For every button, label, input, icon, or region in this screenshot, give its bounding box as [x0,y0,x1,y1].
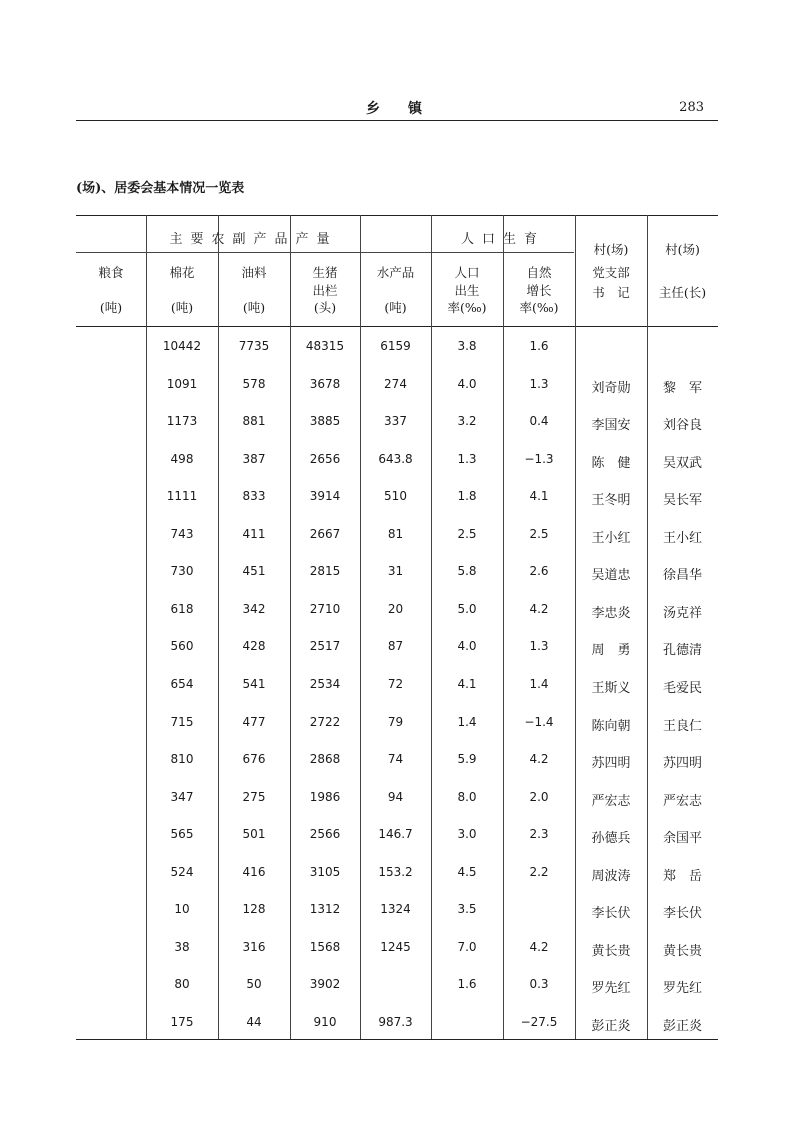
oil-cell: 128 [242,902,266,916]
hogs-cell: 2517 [309,639,341,653]
secretary-cell: 彭正炎 [591,1019,631,1034]
aquatic-cell: 72 [387,677,404,691]
oil-cell: 316 [242,940,266,954]
header-bottom-rule [76,326,718,327]
birth-rate-cell: 3.5 [457,902,477,916]
oil-cell: 477 [242,715,266,729]
secretary-cell: 黄长贵 [591,944,631,959]
growth-rate-cell: 2.6 [529,564,549,578]
oil-cell: 541 [242,677,266,691]
growth-rate-header-line1: 自然 [526,265,552,280]
birth-rate-cell: 1.8 [457,489,477,503]
director-cell: 吴长军 [662,493,702,508]
growth-rate-cell: 1.6 [529,339,549,353]
birth-rate-cell: 5.8 [457,564,477,578]
director-header-line1: 村(场) [665,242,700,257]
secretary-cell: 王冬明 [591,493,631,508]
oil-cell: 451 [242,564,266,578]
growth-rate-cell: 4.2 [529,602,549,616]
secretary-cell: 陈向朝 [591,719,631,734]
hogs-cell: 2710 [309,602,341,616]
header-rule [76,120,718,121]
secretary-cell: 王斯义 [591,681,631,696]
aquatic-cell: 337 [384,414,407,428]
growth-rate-cell: −1.4 [524,715,554,729]
director-cell: 罗先红 [662,981,702,996]
cotton-cell: 1173 [166,414,198,428]
director-cell: 汤克祥 [662,606,702,621]
hogs-cell: 3902 [309,977,341,991]
cotton-cell: 10442 [162,339,202,353]
oil-unit: (吨) [242,300,266,315]
director-cell: 吴双武 [662,456,702,471]
aquatic-cell: 1324 [380,902,411,916]
birth-rate-cell: 7.0 [457,940,477,954]
cotton-cell: 347 [170,790,194,804]
aquatic-cell: 6159 [380,339,411,353]
production-group-rule [76,252,431,253]
cotton-cell: 10 [174,902,190,916]
hogs-header-line2: 出栏 [312,283,338,298]
secretary-cell: 周波涛 [591,869,631,884]
grain-unit: (吨) [99,300,123,315]
birth-rate-cell: 4.5 [457,865,477,879]
director-cell: 徐昌华 [662,568,702,583]
growth-rate-cell: 0.3 [529,977,549,991]
table-title: (场)、居委会基本情况一览表 [76,181,245,196]
director-cell: 王良仁 [662,719,702,734]
aquatic-cell: 81 [387,527,404,541]
growth-rate-cell: 4.2 [529,940,549,954]
cotton-cell: 810 [170,752,194,766]
secretary-cell: 周 勇 [591,643,631,658]
director-cell: 郑 岳 [662,869,702,884]
aquatic-cell: 94 [387,790,404,804]
aquatic-cell: 74 [387,752,404,766]
birth-rate-unit: 率(‰) [447,300,487,315]
director-header-line2: 主任(长) [658,285,707,300]
oil-cell: 7735 [238,339,270,353]
cotton-cell: 175 [170,1015,194,1029]
hogs-cell: 3914 [309,489,341,503]
growth-rate-cell: 2.0 [529,790,549,804]
hogs-cell: 48315 [305,339,345,353]
oil-cell: 387 [242,452,266,466]
population-group-header: 人口生育 [460,232,545,247]
aquatic-cell: 510 [384,489,407,503]
cotton-cell: 654 [170,677,194,691]
director-cell: 黄长贵 [662,944,702,959]
running-title: 乡 镇 [366,101,422,117]
table-top-rule [76,215,718,216]
oil-cell: 50 [246,977,262,991]
director-cell: 彭正炎 [662,1019,702,1034]
cotton-cell: 498 [170,452,194,466]
hogs-cell: 2534 [309,677,341,691]
aquatic-unit: (吨) [384,300,407,315]
aquatic-cell: 987.3 [378,1015,413,1029]
secretary-header-line2: 党支部 [592,265,630,280]
director-cell: 李长伏 [662,906,702,921]
oil-cell: 676 [242,752,266,766]
aquatic-cell: 79 [387,715,404,729]
growth-rate-cell: 4.1 [529,489,549,503]
hogs-cell: 3885 [309,414,341,428]
growth-rate-cell: 2.5 [529,527,549,541]
hogs-cell: 2566 [309,827,341,841]
cotton-cell: 565 [170,827,194,841]
cotton-cell: 1111 [166,489,198,503]
director-cell: 孔德清 [662,643,702,658]
hogs-cell: 2815 [309,564,341,578]
growth-rate-cell: 1.3 [529,377,549,391]
birth-rate-cell: 8.0 [457,790,477,804]
birth-rate-cell: 1.3 [457,452,477,466]
oil-cell: 411 [242,527,266,541]
growth-rate-cell: −1.3 [524,452,554,466]
secretary-header-line1: 村(场) [593,242,629,257]
director-cell: 余国平 [662,831,702,846]
aquatic-cell: 274 [384,377,407,391]
cotton-cell: 80 [174,977,190,991]
hogs-cell: 3105 [309,865,341,879]
oil-cell: 833 [242,489,266,503]
hogs-cell: 1312 [309,902,341,916]
birth-rate-cell: 4.0 [457,639,477,653]
cotton-cell: 618 [170,602,194,616]
cotton-cell: 715 [170,715,194,729]
oil-cell: 501 [242,827,266,841]
secretary-cell: 李国安 [591,418,631,433]
growth-rate-cell: 2.3 [529,827,549,841]
hogs-header-line1: 生猪 [312,265,338,280]
oil-cell: 275 [242,790,266,804]
secretary-cell: 严宏志 [591,794,631,809]
secretary-cell: 吴道忠 [591,568,631,583]
hogs-cell: 1568 [309,940,341,954]
growth-rate-cell: 1.3 [529,639,549,653]
hogs-unit: (头) [313,300,337,315]
director-cell: 毛爱民 [662,681,702,696]
hogs-cell: 2656 [309,452,341,466]
aquatic-cell: 20 [387,602,404,616]
secretary-cell: 刘奇勋 [591,381,631,396]
birth-rate-cell: 3.0 [457,827,477,841]
cotton-cell: 730 [170,564,194,578]
secretary-cell: 李长伏 [591,906,631,921]
secretary-header-line3: 书 记 [592,285,630,300]
growth-rate-cell: −27.5 [520,1015,558,1029]
oil-cell: 342 [242,602,266,616]
hogs-cell: 1986 [309,790,341,804]
cotton-cell: 1091 [166,377,198,391]
director-cell: 黎 军 [662,381,702,396]
growth-rate-cell: 0.4 [529,414,549,428]
birth-rate-header-line1: 人口 [454,265,480,280]
cotton-cell: 524 [170,865,194,879]
hogs-cell: 910 [313,1015,337,1029]
aquatic-header: 水产品 [376,265,415,280]
cotton-cell: 560 [170,639,194,653]
secretary-cell: 李忠炎 [591,606,631,621]
director-cell: 王小红 [662,531,702,546]
secretary-cell: 罗先红 [591,981,631,996]
grain-header: 粮食 [98,265,124,280]
growth-rate-cell: 2.2 [529,865,549,879]
birth-rate-cell: 2.5 [457,527,477,541]
growth-rate-cell: 1.4 [529,677,549,691]
hogs-cell: 2667 [309,527,341,541]
birth-rate-cell: 3.2 [457,414,477,428]
oil-cell: 44 [246,1015,262,1029]
cotton-header: 棉花 [169,265,195,280]
director-cell: 刘谷良 [662,418,702,433]
aquatic-cell: 643.8 [378,452,413,466]
secretary-cell: 孙德兵 [591,831,631,846]
aquatic-cell: 31 [387,564,404,578]
birth-rate-cell: 5.9 [457,752,477,766]
secretary-cell: 苏四明 [591,756,631,771]
cotton-cell: 38 [174,940,190,954]
production-group-header: 主要农副产品产量 [169,232,338,247]
birth-rate-cell: 1.4 [457,715,477,729]
aquatic-cell: 146.7 [378,827,413,841]
growth-rate-unit: 率(‰) [519,300,559,315]
aquatic-cell: 1245 [380,940,411,954]
birth-rate-cell: 3.8 [457,339,477,353]
oil-cell: 578 [242,377,266,391]
birth-rate-cell: 4.0 [457,377,477,391]
hogs-cell: 3678 [309,377,341,391]
growth-rate-cell: 4.2 [529,752,549,766]
birth-rate-cell: 4.1 [457,677,477,691]
aquatic-cell: 153.2 [378,865,413,879]
table-bottom-rule [76,1039,718,1040]
oil-header: 油料 [241,265,267,280]
page-number: 283 [679,100,704,115]
cotton-cell: 743 [170,527,194,541]
director-cell: 严宏志 [662,794,702,809]
hogs-cell: 2868 [309,752,341,766]
secretary-cell: 王小红 [591,531,631,546]
growth-rate-header-line2: 增长 [526,283,552,298]
oil-cell: 428 [242,639,266,653]
birth-rate-cell: 5.0 [457,602,477,616]
hogs-cell: 2722 [309,715,341,729]
director-cell: 苏四明 [662,756,702,771]
aquatic-cell: 87 [387,639,404,653]
birth-rate-header-line2: 出生 [454,283,480,298]
oil-cell: 416 [242,865,266,879]
birth-rate-cell: 1.6 [457,977,477,991]
cotton-unit: (吨) [170,300,194,315]
oil-cell: 881 [242,414,266,428]
secretary-cell: 陈 健 [591,456,631,471]
